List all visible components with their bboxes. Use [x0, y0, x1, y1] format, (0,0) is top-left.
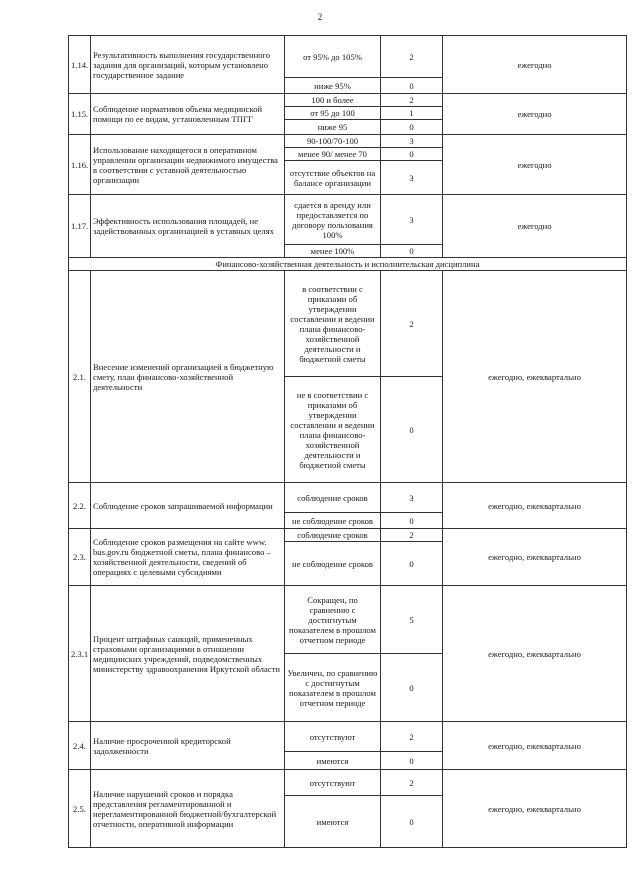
criterion-text: Увеличен, по сравнению с достигнутым показателем в прошлом отчетном периоде	[285, 654, 381, 722]
criterion-text: от 95 до 100	[285, 107, 381, 120]
row-number: 2.1.	[69, 271, 91, 483]
criterion-text: менее 90/ менее 70	[285, 148, 381, 161]
criterion-text: менее 100%	[285, 245, 381, 258]
criterion-text: ниже 95%	[285, 78, 381, 94]
score-value: 2	[381, 271, 443, 377]
criterion-text: от 95% до 105%	[285, 36, 381, 78]
indicator-text: Наличие нарушений сроков и порядка представления регламентированной и нерегламентированной бюджетной/бухгалтерской отчетности, оперативной информации	[91, 770, 285, 848]
score-value: 2	[381, 529, 443, 542]
criterion-text: не в соответствии с приказами об утверждении составлении и ведении плана финансово-хозяйственной деятельности и бюджетной сметы	[285, 377, 381, 483]
score-value: 0	[381, 752, 443, 770]
score-value: 0	[381, 796, 443, 848]
score-value: 0	[381, 148, 443, 161]
criterion-text: 90-100/70-100	[285, 135, 381, 148]
score-value: 2	[381, 36, 443, 78]
indicator-text: Результативность выполнения государственного задания для организаций, которым установлено государственное задание	[91, 36, 285, 94]
criterion-text: соблюдение сроков	[285, 529, 381, 542]
criterion-text: имеются	[285, 796, 381, 848]
criterion-text: Сокращен, по сравнению с достигнутым показателем в прошлом отчетном периоде	[285, 586, 381, 654]
row-number: 2.5.	[69, 770, 91, 848]
score-value: 0	[381, 120, 443, 135]
section-title: Финансово-хозяйственная деятельность и исполнительская дисциплина	[69, 258, 627, 271]
score-value: 0	[381, 654, 443, 722]
row-number: 2.4.	[69, 722, 91, 770]
page-number: 2	[317, 12, 323, 22]
criterion-text: не соблюдение сроков	[285, 513, 381, 529]
criterion-text: имеются	[285, 752, 381, 770]
criterion-text: отсутствие объектов на балансе организации	[285, 161, 381, 195]
frequency-text: ежегодно, ежеквартально	[443, 529, 627, 586]
score-value: 0	[381, 78, 443, 94]
indicator-text: Эффективность использования площадей, не задействованных организацией в уставных целях	[91, 195, 285, 258]
frequency-text: ежегодно, ежеквартально	[443, 483, 627, 529]
row-number: 1.16.	[69, 135, 91, 195]
score-value: 3	[381, 135, 443, 148]
frequency-text: ежегодно	[443, 195, 627, 258]
score-value: 3	[381, 483, 443, 513]
frequency-text: ежегодно, ежеквартально	[443, 271, 627, 483]
score-value: 3	[381, 195, 443, 245]
row-number: 2.3.	[69, 529, 91, 586]
score-value: 2	[381, 94, 443, 107]
row-number: 2.3.1	[69, 586, 91, 722]
criterion-text: не соблюдение сроков	[285, 542, 381, 586]
row-number: 1.17.	[69, 195, 91, 258]
indicator-text: Наличие просроченной кредиторской задолженности	[91, 722, 285, 770]
frequency-text: ежегодно, ежеквартально	[443, 770, 627, 848]
score-value: 1	[381, 107, 443, 120]
frequency-text: ежегодно	[443, 36, 627, 94]
indicator-text: Соблюдение сроков размещения на сайте www. bus.gov.ru бюджетной сметы, плана финансово – хозяйственной деятельности, сведений об операциях с целевыми субсидиями	[91, 529, 285, 586]
indicator-text: Внесение изменений организацией в бюджетную смету, план финансово-хозяйственной деятельности	[91, 271, 285, 483]
score-value: 0	[381, 513, 443, 529]
row-number: 2.2.	[69, 483, 91, 529]
criterion-text: соблюдение сроков	[285, 483, 381, 513]
criteria-table	[68, 35, 627, 848]
row-number: 1.14.	[69, 36, 91, 94]
criterion-text: сдается в аренду или предоставляется по договору пользования 100%	[285, 195, 381, 245]
criterion-text: отсутствуют	[285, 722, 381, 752]
row-number: 1.15.	[69, 94, 91, 135]
indicator-text: Соблюдение сроков запрашиваемой информации	[91, 483, 285, 529]
score-value: 5	[381, 586, 443, 654]
score-value: 2	[381, 770, 443, 796]
frequency-text: ежегодно, ежеквартально	[443, 586, 627, 722]
score-value: 0	[381, 245, 443, 258]
indicator-text: Процент штрафных санкций, примененных страховыми организациями в отношении медицинских учреждений, подведомственных министерству здравоохранения Иркутской области	[91, 586, 285, 722]
frequency-text: ежегодно	[443, 94, 627, 135]
indicator-text: Использование находящегося в оперативном управлении организации недвижимого имущества в соответствии с уставной деятельностью организации	[91, 135, 285, 195]
score-value: 0	[381, 377, 443, 483]
score-value: 0	[381, 542, 443, 586]
criterion-text: 100 и более	[285, 94, 381, 107]
score-value: 2	[381, 722, 443, 752]
criterion-text: ниже 95	[285, 120, 381, 135]
criterion-text: отсутствуют	[285, 770, 381, 796]
frequency-text: ежегодно, ежеквартально	[443, 722, 627, 770]
score-value: 3	[381, 161, 443, 195]
frequency-text: ежегодно	[443, 135, 627, 195]
criterion-text: в соответствии с приказами об утверждении составлении и ведении плана финансово-хозяйственной деятельности и бюджетной сметы	[285, 271, 381, 377]
indicator-text: Соблюдение нормативов объема медицинской помощи по ее видам, установленным ТПГГ	[91, 94, 285, 135]
